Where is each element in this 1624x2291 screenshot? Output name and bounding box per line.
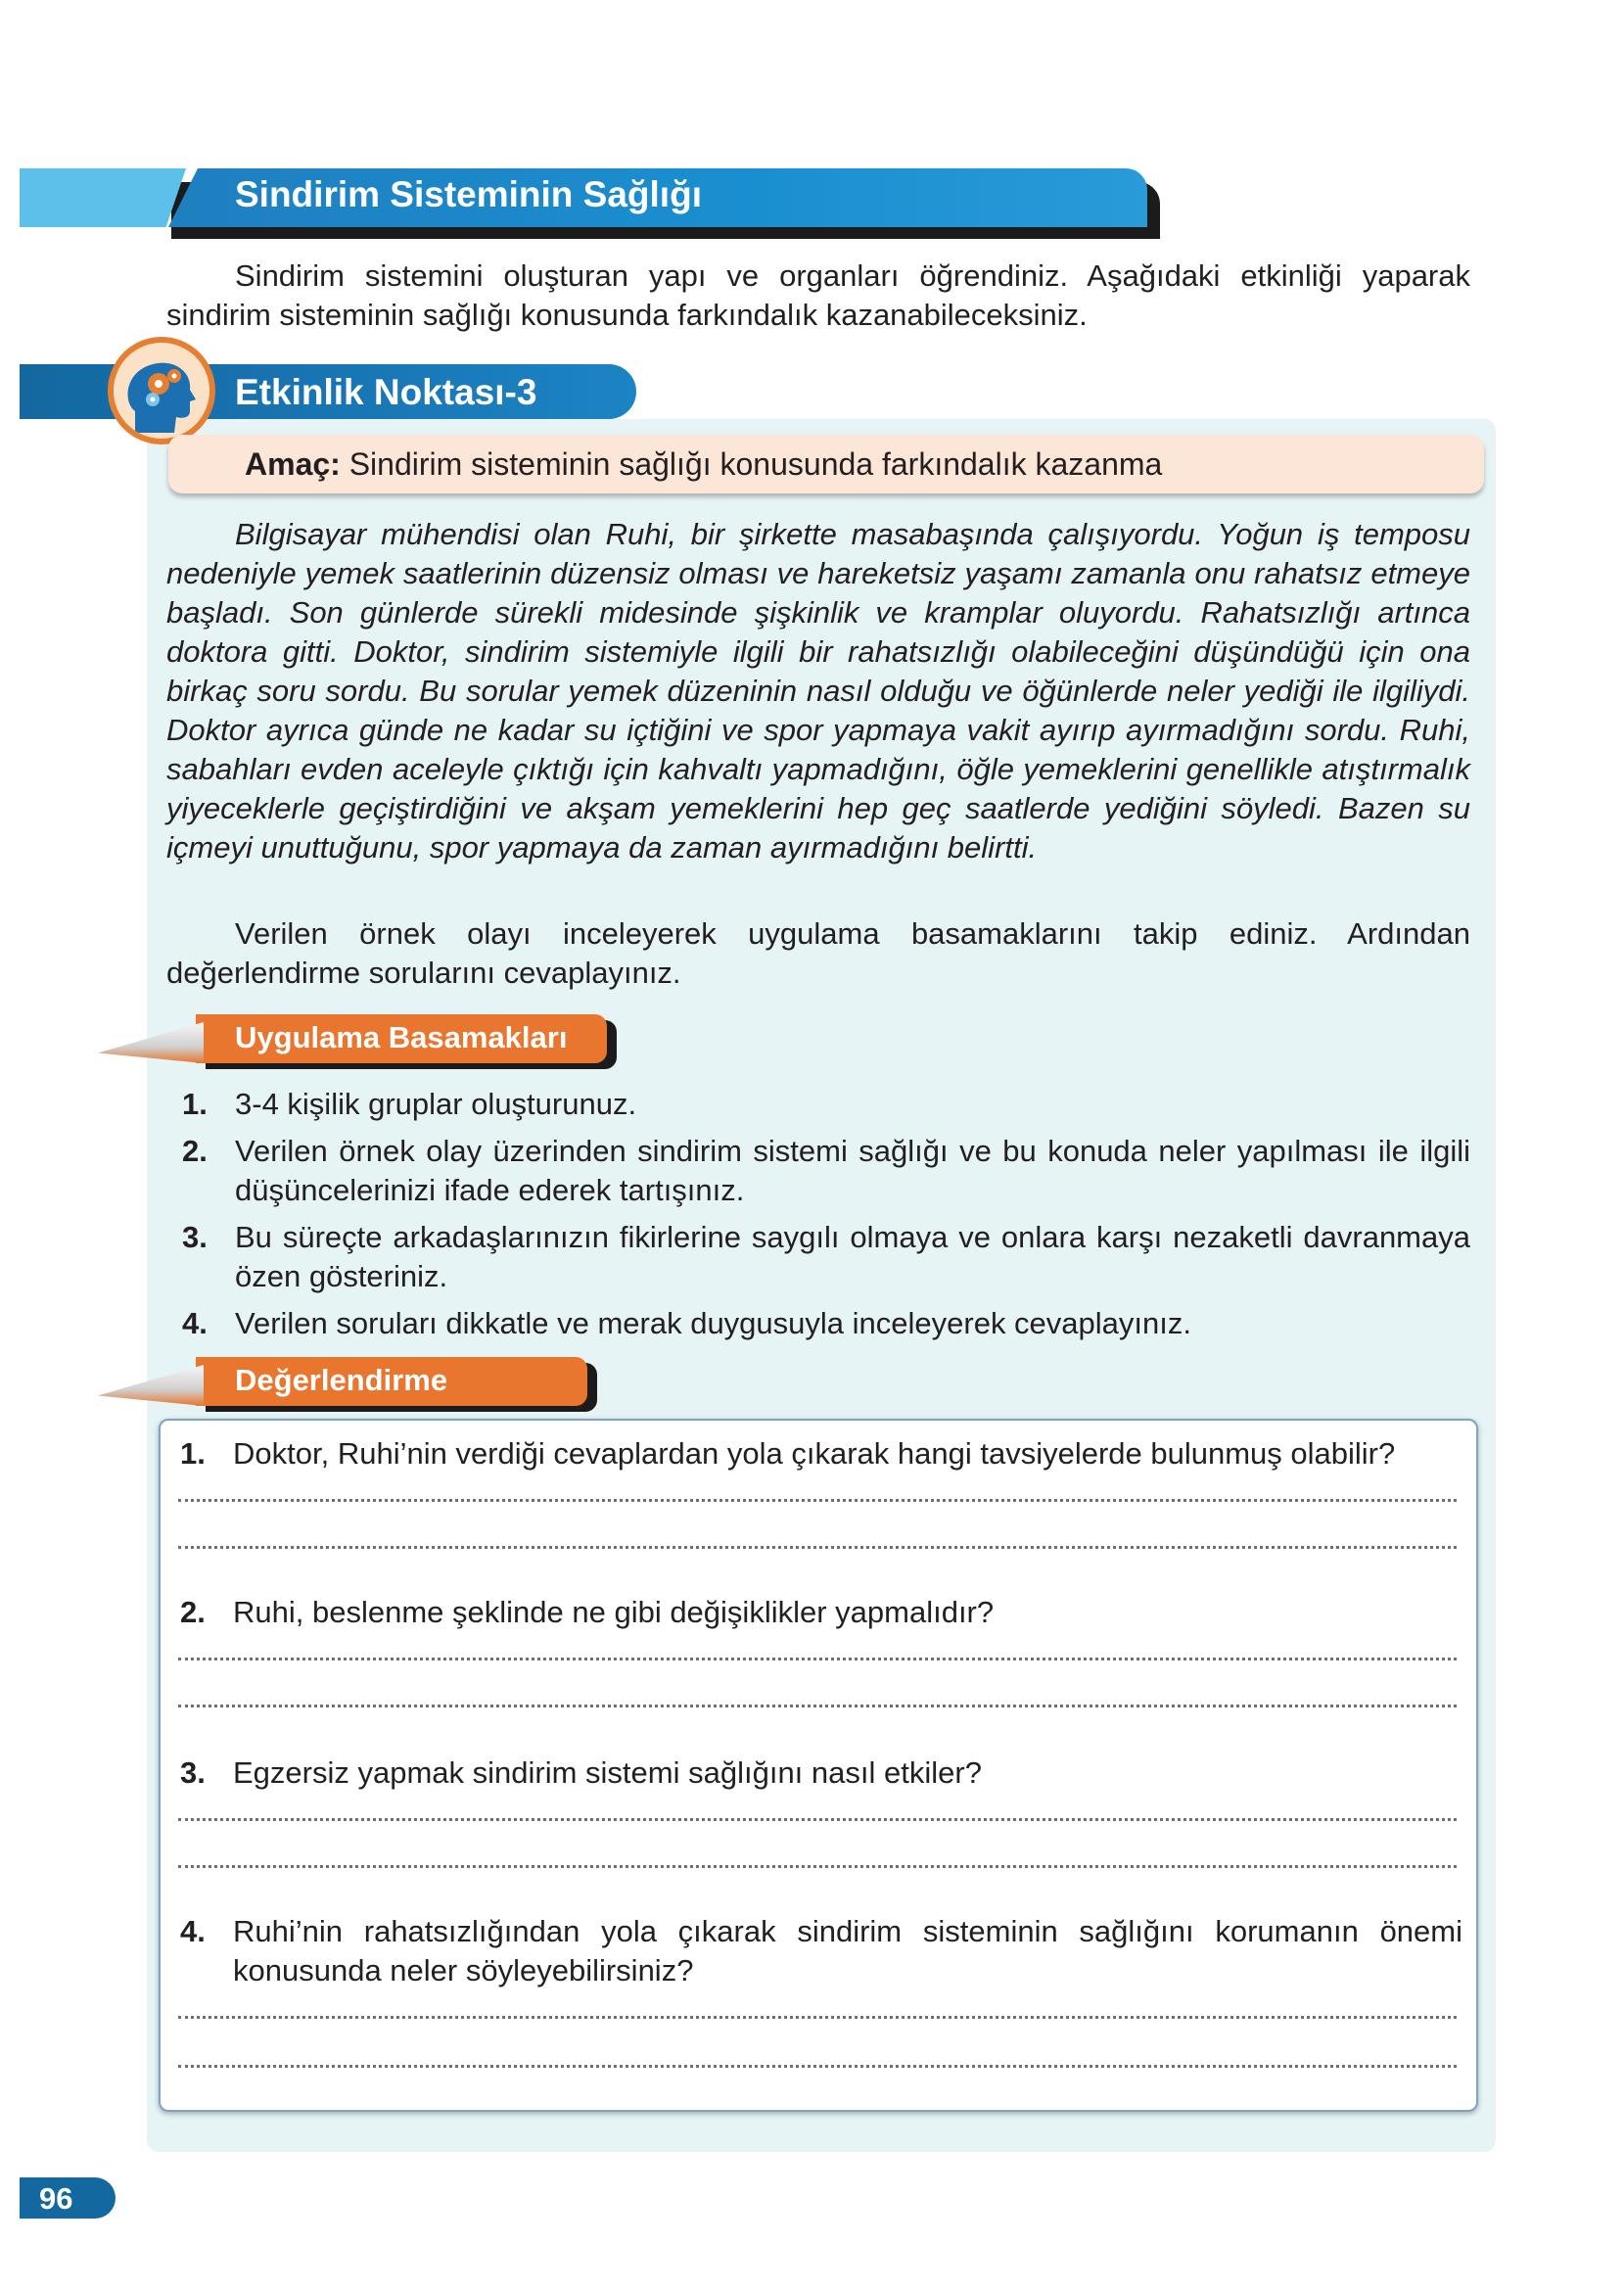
steps-title: Uygulama Basamakları <box>235 1020 568 1054</box>
steps-list <box>166 1085 1470 1351</box>
activity-title: Etkinlik Noktası-3 <box>235 372 537 412</box>
section-title: Sindirim Sisteminin Sağlığı <box>235 174 702 214</box>
step-text: Verilen örnek olay üzerinden sindirim sistemi sağlığı ve bu konuda neler yapılması ile ilgili düşüncelerinizi ifade ederek tartışınız. <box>235 1134 1470 1207</box>
steps-ribbon <box>98 1014 626 1063</box>
list-item <box>166 1304 1470 1343</box>
answer-line[interactable] <box>178 1705 1457 1707</box>
answer-line[interactable] <box>178 1499 1457 1502</box>
question-text: Ruhi’nin rahatsızlığından yola çıkarak sindirim sisteminin sağlığını korumanın önemi konusunda neler söyleyebilirsiniz? <box>233 1914 1462 1987</box>
step-text: 3-4 kişilik gruplar oluşturunuz. <box>235 1087 637 1121</box>
list-item <box>166 1218 1470 1296</box>
question-3 <box>180 1753 1462 1793</box>
list-item <box>166 1132 1470 1210</box>
step-number: 4. <box>182 1306 208 1340</box>
section-header <box>0 168 1165 241</box>
evaluation-ribbon <box>98 1357 607 1406</box>
step-text: Verilen soruları dikkatle ve merak duygusuyla inceleyerek cevaplayınız. <box>235 1306 1191 1340</box>
question-4 <box>180 1912 1462 1990</box>
answer-line[interactable] <box>178 1865 1457 1868</box>
aim-text: Sindirim sisteminin sağlığı konusunda farkındalık kazanma <box>348 446 1163 482</box>
step-number: 3. <box>182 1220 208 1254</box>
steps-ribbon-fold <box>98 1022 204 1063</box>
step-text: Bu süreçte arkadaşlarınızın fikirlerine saygılı olmaya ve onlara karşı nezaketli davranmaya özen gösteriniz. <box>235 1220 1470 1293</box>
list-item <box>166 1085 1470 1124</box>
aim-line <box>245 446 1162 483</box>
evaluation-title: Değerlendirme <box>235 1363 448 1397</box>
question-text: Doktor, Ruhi’nin verdiği cevaplardan yola çıkarak hangi tavsiyelerde bulunmuş olabilir? <box>233 1436 1396 1471</box>
aim-label: Amaç: <box>245 446 341 482</box>
answer-line[interactable] <box>178 1546 1457 1549</box>
head-gears-icon <box>108 337 215 444</box>
question-number: 4. <box>180 1914 206 1948</box>
question-2 <box>180 1593 1462 1632</box>
page-number-badge <box>20 2177 116 2219</box>
answer-line[interactable] <box>178 2065 1457 2068</box>
page-number: 96 <box>39 2181 73 2216</box>
section-header-accent <box>20 168 186 227</box>
evaluation-ribbon-fold <box>98 1365 204 1406</box>
intro-paragraph: Sindirim sistemini oluşturan yapı ve organları öğrendiniz. Aşağıdaki etkinliği yaparak sindirim sisteminin sağlığı konusunda farkındalık kazanabileceksiniz. <box>166 258 1470 332</box>
answer-line[interactable] <box>178 2016 1457 2019</box>
question-text: Ruhi, beslenme şeklinde ne gibi değişiklikler yapmalıdır? <box>233 1595 995 1629</box>
step-number: 1. <box>182 1087 208 1121</box>
answer-line[interactable] <box>178 1818 1457 1821</box>
aim-box <box>168 435 1484 493</box>
questions-box <box>159 1419 1478 2112</box>
question-number: 2. <box>180 1595 206 1629</box>
question-number: 3. <box>180 1755 206 1790</box>
question-number: 1. <box>180 1436 206 1471</box>
instruction-paragraph: Verilen örnek olayı inceleyerek uygulama basamaklarını takip ediniz. Ardından değerlendirme sorularını cevaplayınız. <box>166 916 1470 990</box>
question-1 <box>180 1434 1462 1473</box>
step-number: 2. <box>182 1134 208 1168</box>
answer-line[interactable] <box>178 1658 1457 1660</box>
story-paragraph: Bilgisayar mühendisi olan Ruhi, bir şirkette masabaşında çalışıyordu. Yoğun iş temposu nedeniyle yemek saatlerinin düzensiz olması ve hareketsiz yaşamı zamanla onu rahatsız etmeye başladı. Son günlerde sürekli midesinde şişkinlik ve kramplar oluyordu. Rahatsızlığı artınca doktora gitti. Doktor, sindirim sistemiyle ilgili bir rahatsızlığı olabileceğini düşündüğü için ona birkaç soru sordu. Bu sorular yemek düzeninin nasıl olduğu ve öğünlerde neler yediği ile ilgiliydi. Doktor ayrıca günde ne kadar su içtiğini ve spor yapmaya vakit ayırıp ayırmadığını sordu. Ruhi, sabahları evden aceleyle çıktığı için kahvaltı yapmadığını, öğle yemeklerini genellikle atıştırmalık yiyeceklerle geçiştirdiğini ve akşam yemeklerini hep geç saatlerde yediğini söyledi. Bazen su içmeyi unuttuğunu, spor yapmaya da zaman ayırmadığını belirtti. <box>166 517 1470 865</box>
question-text: Egzersiz yapmak sindirim sistemi sağlığını nasıl etkiler? <box>233 1755 982 1790</box>
